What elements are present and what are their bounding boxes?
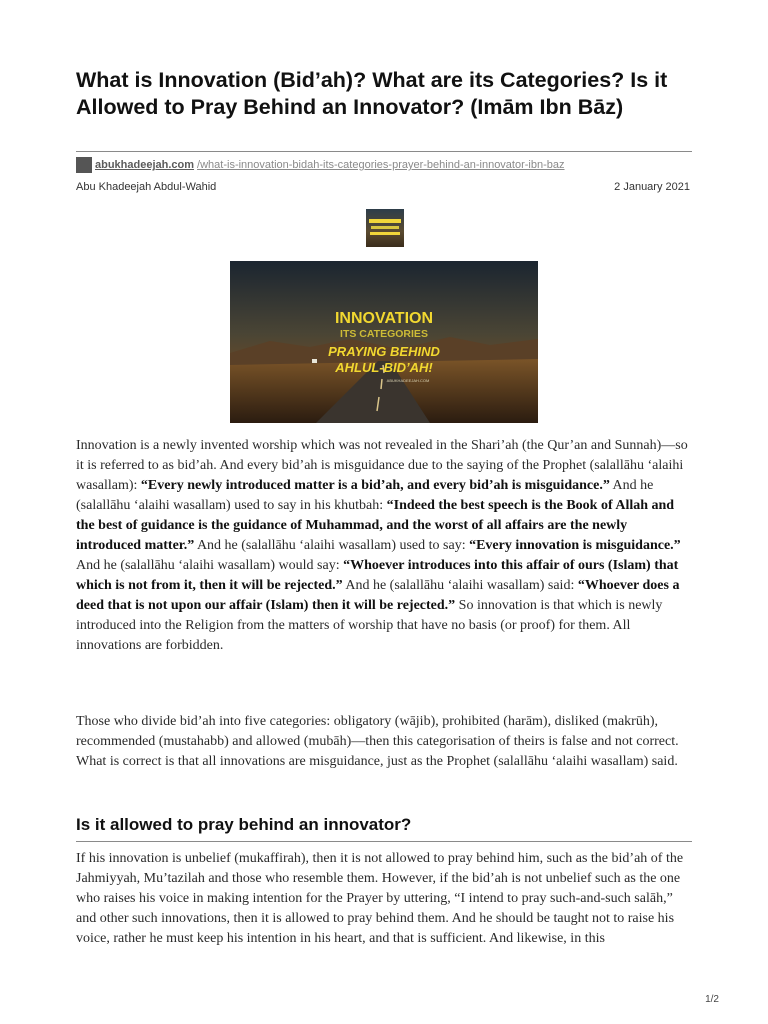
site-favicon-icon	[76, 157, 92, 173]
article-meta	[76, 181, 692, 193]
source-link[interactable]	[76, 157, 565, 173]
paragraph-categories: Those who divide bid’ah into five categories: obligatory (wājib), prohibited (harām), disliked (makrūh), recommended (mustahabb) and allowed (mubāh)—then this categorisation of theirs is false and not correct. What is correct is that all innovations are misguidance, just as the Prophet (salallāhu ‘alaihi wasallam) said.	[76, 714, 679, 769]
article-title: What is Innovation (Bid’ah)? What are its Categories? Is it Allowed to Pray Behind an Innovator? (Imām Ibn Bāz)	[76, 68, 668, 119]
source-path-link[interactable]: /what-is-innovation-bidah-its-categories-prayer-behind-an-innovator-ibn-baz	[197, 159, 565, 171]
hero-line4: AHLUL-BID’AH!	[335, 360, 433, 375]
source-domain-link[interactable]: abukhadeejah.com	[95, 159, 195, 171]
publish-date: 2 January 2021	[614, 181, 690, 193]
hero-line2: ITS CATEGORIES	[340, 328, 428, 340]
author-name: Abu Khadeejah Abdul-Wahid	[76, 181, 217, 193]
hero-line1: INNOVATION	[334, 310, 434, 327]
thumbnail-image	[366, 209, 404, 247]
hero-credit: ABUKHADEEJAH.COM	[386, 378, 430, 383]
hero-line3: PRAYING BEHIND	[328, 344, 440, 359]
section-heading: Is it allowed to pray behind an innovator?	[76, 815, 412, 834]
page-number: 1/2	[705, 994, 719, 1005]
paragraph-innovation-definition: Innovation is a newly invented worship which was not revealed in the Shari’ah (the Qur’an and Sunnah)—so it is referred to as bid’ah. And every bid’ah is misguidance due to the saying of the Prophet (salallāhu ‘alaihi wasallam): “Every newly introduced matter is a bid’ah, and every bid’ah is misguidance.” And he (salallāhu ‘alaihi wasallam) used to say in his khutbah: “Indeed the best speech is the Book of Allah and the best of guidance is the guidance of Muhammad, and the worst of all affairs are the newly introduced matter.” And he (salallāhu ‘alaihi wasallam) used to say: “Every innovation is misguidance.” And he (salallāhu ‘alaihi wasallam) would say: “Whoever introduces into this affair of ours (Islam) that which is not from it, then it will be rejected.” And he (salallāhu ‘alaihi wasallam) said: “Whoever does a deed that is not upon our affair (Islam) then it will be rejected.” So innovation is that which is newly introduced into the Religion from the matters of worship that have no basis (or proof) for them. All innovations are forbidden.	[76, 438, 688, 653]
heading-divider	[76, 841, 692, 842]
title-divider	[76, 151, 692, 152]
hero-image	[230, 261, 538, 423]
paragraph-praying-behind: If his innovation is unbelief (mukaffirah), then it is not allowed to pray behind him, such as the bid’ah of the Jahmiyyah, Mu’tazilah and those who resemble them. However, if the bid’ah is not unbelief such as the one who raises his voice in making intention for the Prayer by uttering, “I intend to pray such-and-such salāh,” and other such innovations, then it is allowed to pray behind them. And he should be taught not to raise his voice, rather he must keep his intention in his heart, and that is sufficient. And likewise, in this	[76, 851, 684, 946]
